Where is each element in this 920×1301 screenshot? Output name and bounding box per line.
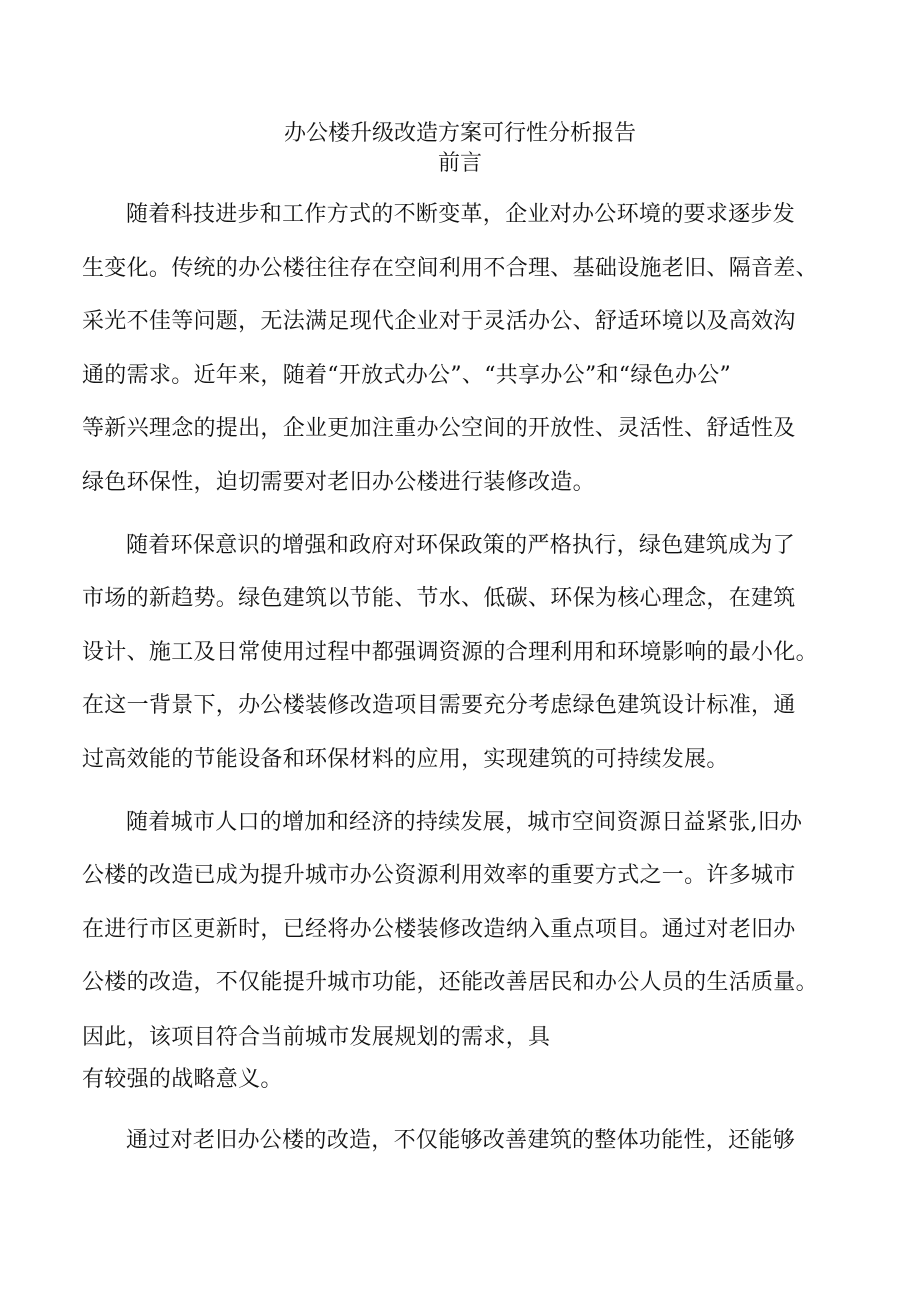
- paragraph-2-line-2: 市场的新趋势。绿色建筑以节能、节水、低碳、环保为核心理念，在建筑: [82, 586, 796, 611]
- paragraph-1-line-2: 生变化。传统的办公楼往往存在空间利用不合理、基础设施老旧、隔音差、: [82, 256, 818, 281]
- paragraph-1-line-4: 通的需求。近年来，随着“开放式办公”、“共享办公”和“绿色办公”: [82, 363, 732, 388]
- paragraph-1-line-6: 绿色环保性，迫切需要对老旧办公楼进行装修改造。: [82, 470, 595, 495]
- paragraph-3-line-4: 公楼的改造，不仅能提升城市功能，还能改善居民和办公人员的生活质量。: [82, 970, 818, 995]
- section-heading: 前言: [437, 151, 482, 176]
- paragraph-3-line-6: 有较强的战略意义。: [82, 1067, 283, 1092]
- paragraph-3-line-1: 随着城市人口的增加和经济的持续发展，城市空间资源日益紧张,旧办: [126, 810, 803, 835]
- paragraph-2-line-5: 过高效能的节能设备和环保材料的应用，实现建筑的可持续发展。: [82, 747, 729, 772]
- paragraph-3-line-2: 公楼的改造已成为提升城市办公资源利用效率的重要方式之一。许多城市: [82, 863, 796, 888]
- paragraph-3-line-3: 在进行市区更新时，已经将办公楼装修改造纳入重点项目。通过对老旧办: [82, 917, 796, 942]
- paragraph-2-line-4: 在这一背景下，办公楼装修改造项目需要充分考虑绿色建筑设计标准，通: [82, 693, 796, 718]
- paragraph-3-line-5: 因此，该项目符合当前城市发展规划的需求，具: [82, 1025, 551, 1050]
- paragraph-1-line-1: 随着科技进步和工作方式的不断变革，企业对办公环境的要求逐步发: [126, 202, 796, 227]
- document-title: 办公楼升级改造方案可行性分析报告: [283, 121, 636, 146]
- paragraph-1-line-5: 等新兴理念的提出，企业更加注重办公空间的开放性、灵活性、舒适性及: [82, 416, 796, 441]
- paragraph-1-line-3: 采光不佳等问题，无法满足现代企业对于灵活办公、舒适环境以及高效沟: [82, 309, 796, 334]
- paragraph-4-line-1: 通过对老旧办公楼的改造，不仅能够改善建筑的整体功能性，还能够: [126, 1128, 796, 1153]
- paragraph-2-line-1: 随着环保意识的增强和政府对环保政策的严格执行，绿色建筑成为了: [126, 533, 796, 558]
- paragraph-2-line-3: 设计、施工及日常使用过程中都强调资源的合理利用和环境影响的最小化。: [82, 640, 818, 665]
